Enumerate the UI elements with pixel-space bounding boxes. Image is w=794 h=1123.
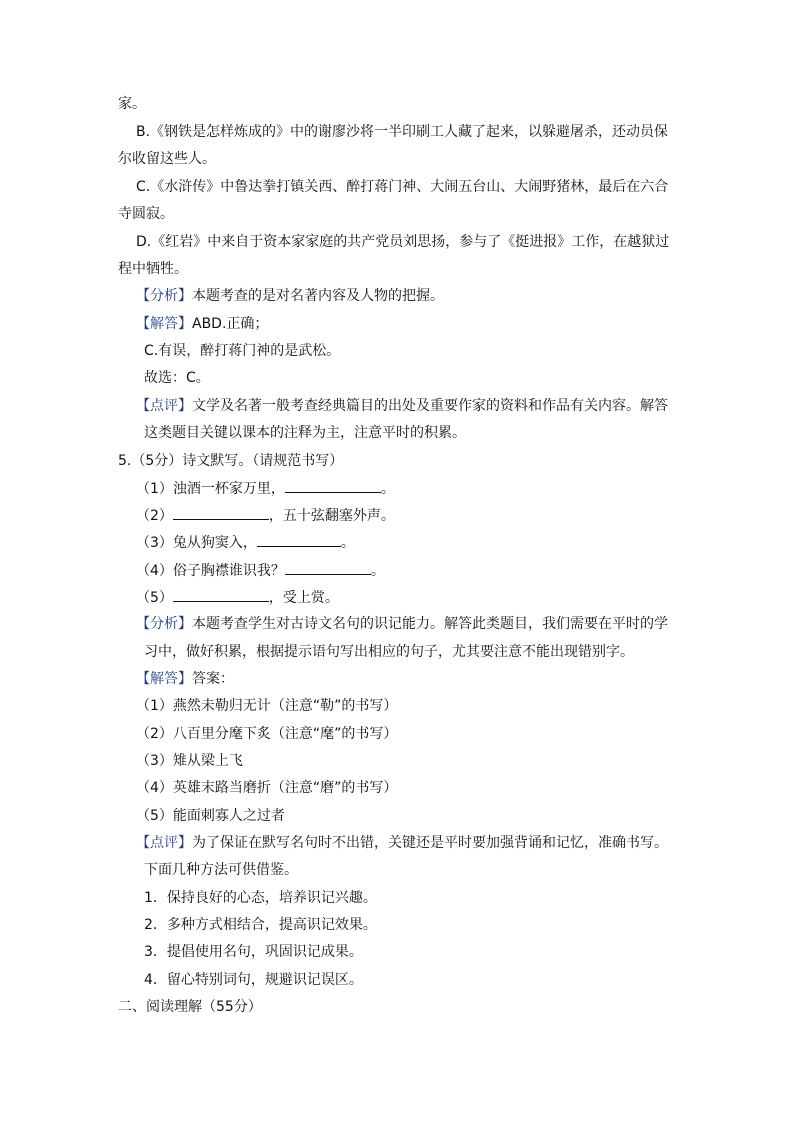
answer-item: （1）燕然未勒归无计（注意“勒”的书写） <box>136 698 398 714</box>
answer-tag: 【解答】 <box>136 671 192 687</box>
answer-item: （4）英雄末路当磨折（注意“磨”的书写） <box>136 780 398 796</box>
question-5-title: 5.（5分）诗文默写。（请规范书写） <box>118 453 344 469</box>
text-line: 下面几种方法可供借鉴。 <box>144 862 298 878</box>
answer-text: ABD.正确； <box>192 316 269 332</box>
comment-tag: 【点评】 <box>136 835 192 851</box>
analysis-text: 本题考查学生对古诗文名句的识记能力。解答此类题目，我们需要在平时的学 <box>192 616 668 632</box>
comment-text: 为了保证在默写名句时不出错，关键还是平时要加强背诵和记忆，准确书写。 <box>192 835 668 851</box>
method-item: 4．留心特别词句，规避识记误区。 <box>144 972 363 988</box>
analysis-tag: 【分析】 <box>136 288 192 304</box>
comment-tag: 【点评】 <box>136 398 192 414</box>
blank-line <box>173 587 269 602</box>
text-line: 尔收留这些人。 <box>118 151 216 167</box>
comment-text: 文学及名著一般考查经典篇目的出处及重要作家的资料和作品有关内容。解答 <box>192 398 668 414</box>
section-heading: 二、阅读理解（55分） <box>118 999 262 1015</box>
analysis-line <box>136 286 444 306</box>
answer-item: （3）雉从梁上飞 <box>136 753 243 769</box>
answer-item: （2）八百里分麾下炙（注意“麾”的书写） <box>136 726 398 742</box>
blank-line <box>285 478 381 493</box>
comment-line <box>136 833 668 853</box>
blank-line <box>285 560 371 575</box>
text-line: 故选：C。 <box>144 370 210 386</box>
answer-line <box>136 669 234 689</box>
fill-blank-5: （5） ，受上赏。 <box>136 587 339 607</box>
analysis-line <box>136 614 668 634</box>
text-line: 寺圆寂。 <box>118 206 174 222</box>
answer-text: 答案： <box>192 671 234 687</box>
answer-item: （5）能面刺寡人之过者 <box>136 808 285 824</box>
method-item: 1．保持良好的心态，培养识记兴趣。 <box>144 890 377 906</box>
text-line: 家。 <box>118 96 146 112</box>
option-d-line: D.《红岩》中来自于资本家家庭的共产党员刘思扬，参与了《挺进报》工作，在越狱过 <box>136 234 670 250</box>
blank-line <box>173 505 269 520</box>
answer-tag: 【解答】 <box>136 316 192 332</box>
blank-line <box>257 532 341 547</box>
analysis-text: 本题考查的是对名著内容及人物的把握。 <box>192 288 444 304</box>
fill-blank-3: （3）兔从狗窦入， 。 <box>136 532 355 552</box>
text-line: C.有误，醉打蒋门神的是武松。 <box>144 343 341 359</box>
text-line: 程中牺牲。 <box>118 261 188 277</box>
fill-blank-4: （4）俗子胸襟谁识我？ 。 <box>136 560 385 580</box>
fill-blank-1: （1）浊酒一杯家万里， 。 <box>136 478 395 498</box>
option-c-line: C.《水浒传》中鲁达拳打镇关西、醉打蒋门神、大闹五台山、大闹野猪林，最后在六合 <box>136 179 669 195</box>
method-item: 2．多种方式相结合，提高识记效果。 <box>144 917 377 933</box>
fill-blank-2: （2） ，五十弦翻塞外声。 <box>136 505 395 525</box>
analysis-tag: 【分析】 <box>136 616 192 632</box>
text-line: 习中，做好积累，根据提示语句写出相应的句子，尤其要注意不能出现错别字。 <box>144 644 634 660</box>
answer-line <box>136 314 268 334</box>
comment-line <box>136 396 668 416</box>
method-item: 3．提倡使用名句，巩固识记成果。 <box>144 944 363 960</box>
option-b-line: B.《钢铁是怎样炼成的》中的谢廖沙将一半印刷工人藏了起来，以躲避屠杀，还动员保 <box>136 124 669 140</box>
text-line: 这类题目关键以课本的注释为主，注意平时的积累。 <box>144 425 466 441</box>
